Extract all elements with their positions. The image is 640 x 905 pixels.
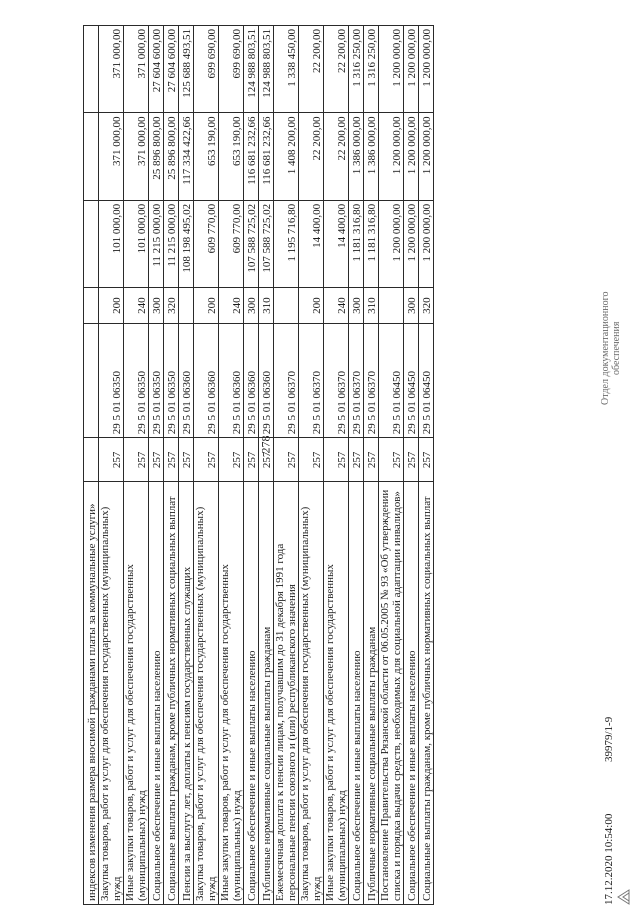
row-name-cell: Социальное обеспечение и иные выплаты населению: [149, 482, 164, 905]
row-target-article-cell: 29 5 01 06360: [244, 324, 259, 438]
row-amount-1-cell: [84, 200, 99, 287]
row-target-article-cell: 29 5 01 06350: [149, 324, 164, 438]
row-amount-2-cell: 1 200 000,00: [379, 113, 404, 200]
row-amount-3-cell: 27 604 600,00: [164, 26, 179, 113]
row-expense-type-cell: 200: [99, 288, 124, 324]
row-amount-2-cell: 116 681 232,66: [259, 113, 274, 200]
row-name-cell: Социальное обеспечение и иные выплаты населению: [349, 482, 364, 905]
table-row: [99, 26, 124, 905]
row-expense-type-cell: 320: [419, 288, 434, 324]
row-expense-type-cell: 310: [259, 288, 274, 324]
row-amount-3-cell: 22 200,00: [324, 26, 349, 113]
row-expense-type-cell: [274, 288, 299, 324]
row-code-cell: 257: [194, 438, 219, 482]
row-target-article-cell: 29 5 01 06350: [124, 324, 149, 438]
row-amount-3-cell: 1 200 000,00: [379, 26, 404, 113]
row-target-article-cell: 29 5 01 06450: [379, 324, 404, 438]
row-expense-type-cell: 320: [164, 288, 179, 324]
row-amount-3-cell: 1 200 000,00: [404, 26, 419, 113]
table-row: [404, 26, 419, 905]
row-amount-2-cell: [84, 113, 99, 200]
row-name-cell: Социальные выплаты гражданам, кроме публичных нормативных социальных выплат: [419, 482, 434, 905]
row-code-cell: 257: [179, 438, 194, 482]
row-expense-type-cell: 200: [194, 288, 219, 324]
row-name-cell: Иные закупки товаров, работ и услуг для обеспечения государственных (муниципальных) нужд: [219, 482, 244, 905]
row-target-article-cell: 29 5 01 06370: [349, 324, 364, 438]
row-expense-type-cell: 200: [299, 288, 324, 324]
row-amount-2-cell: 653 190,00: [219, 113, 244, 200]
row-amount-1-cell: 1 181 316,80: [364, 200, 379, 287]
row-code-cell: 257: [99, 438, 124, 482]
table-row: [244, 26, 259, 905]
row-name-cell: Иные закупки товаров, работ и услуг для обеспечения государственных (муниципальных) нужд: [324, 482, 349, 905]
table-row: [259, 26, 274, 905]
row-code-cell: 257: [364, 438, 379, 482]
row-amount-3-cell: 1 200 000,00: [419, 26, 434, 113]
row-target-article-cell: 29 5 01 06370: [299, 324, 324, 438]
row-name-cell: Закупка товаров, работ и услуг для обеспечения государственных (муниципальных) нужд: [299, 482, 324, 905]
row-amount-2-cell: 22 200,00: [299, 113, 324, 200]
row-amount-1-cell: 11 215 000,00: [149, 200, 164, 287]
row-target-article-cell: 29 5 01 06350: [99, 324, 124, 438]
row-amount-2-cell: 371 000,00: [124, 113, 149, 200]
row-target-article-cell: 29 5 01 06370: [364, 324, 379, 438]
row-code-cell: 257: [259, 438, 274, 482]
row-amount-2-cell: 22 200,00: [324, 113, 349, 200]
row-name-cell: индексов изменения размера вносимой гражданами платы за коммунальные услуги»: [84, 482, 99, 905]
table-row: [164, 26, 179, 905]
table-row: [124, 26, 149, 905]
row-amount-3-cell: 124 988 803,51: [244, 26, 259, 113]
row-code-cell: 257: [164, 438, 179, 482]
row-amount-3-cell: 1 316 250,00: [364, 26, 379, 113]
table-row: [219, 26, 244, 905]
row-code-cell: 257: [324, 438, 349, 482]
row-amount-2-cell: 1 386 000,00: [349, 113, 364, 200]
table-row: [324, 26, 349, 905]
row-expense-type-cell: 240: [219, 288, 244, 324]
row-expense-type-cell: 300: [244, 288, 259, 324]
row-amount-1-cell: 14 400,00: [299, 200, 324, 287]
row-code-cell: 257: [244, 438, 259, 482]
row-amount-1-cell: 11 215 000,00: [164, 200, 179, 287]
row-target-article-cell: [84, 324, 99, 438]
row-target-article-cell: 29 5 01 06360: [219, 324, 244, 438]
row-amount-3-cell: [84, 26, 99, 113]
row-amount-3-cell: 22 200,00: [299, 26, 324, 113]
row-amount-1-cell: 609 770,00: [194, 200, 219, 287]
row-amount-2-cell: 1 200 000,00: [404, 113, 419, 200]
office-stamp: [600, 292, 622, 405]
row-amount-3-cell: 27 604 600,00: [149, 26, 164, 113]
row-name-cell: Социальные выплаты гражданам, кроме публичных нормативных социальных выплат: [164, 482, 179, 905]
row-expense-type-cell: 300: [404, 288, 419, 324]
row-amount-2-cell: 116 681 232,66: [244, 113, 259, 200]
page-number: 278: [258, 435, 273, 454]
budget-table: [83, 25, 434, 905]
row-expense-type-cell: [84, 288, 99, 324]
row-amount-2-cell: 25 896 800,00: [149, 113, 164, 200]
row-expense-type-cell: [179, 288, 194, 324]
row-amount-1-cell: 1 181 316,80: [349, 200, 364, 287]
row-amount-1-cell: 609 770,00: [219, 200, 244, 287]
table-row: [149, 26, 164, 905]
row-target-article-cell: 29 5 01 06350: [164, 324, 179, 438]
table-row: [274, 26, 299, 905]
row-name-cell: Иные закупки товаров, работ и услуг для обеспечения государственных (муниципальных) нужд: [124, 482, 149, 905]
row-code-cell: 257: [379, 438, 404, 482]
row-amount-3-cell: 371 000,00: [99, 26, 124, 113]
row-code-cell: 257: [349, 438, 364, 482]
table-row: [419, 26, 434, 905]
table-row: [379, 26, 404, 905]
row-code-cell: 257: [274, 438, 299, 482]
table-row: [84, 26, 99, 905]
row-code-cell: 257: [219, 438, 244, 482]
row-amount-3-cell: 1 316 250,00: [349, 26, 364, 113]
row-target-article-cell: 29 5 01 06450: [404, 324, 419, 438]
row-target-article-cell: 29 5 01 06360: [194, 324, 219, 438]
row-amount-1-cell: 1 200 000,00: [419, 200, 434, 287]
row-name-cell: Публичные нормативные социальные выплаты гражданам: [259, 482, 274, 905]
row-amount-3-cell: 699 690,00: [194, 26, 219, 113]
row-amount-1-cell: 107 588 725,02: [244, 200, 259, 287]
row-name-cell: Публичные нормативные социальные выплаты гражданам: [364, 482, 379, 905]
row-target-article-cell: 29 5 01 06360: [259, 324, 274, 438]
row-amount-2-cell: 653 190,00: [194, 113, 219, 200]
row-amount-1-cell: 14 400,00: [324, 200, 349, 287]
row-amount-3-cell: 124 988 803,51: [259, 26, 274, 113]
row-name-cell: Закупка товаров, работ и услуг для обеспечения государственных (муниципальных) нужд: [99, 482, 124, 905]
table-row: [364, 26, 379, 905]
footer-document-id: 39979/1-9: [603, 716, 615, 762]
row-amount-2-cell: 1 386 000,00: [364, 113, 379, 200]
registry-logo-icon: [616, 889, 630, 905]
row-name-cell: Социальное обеспечение и иные выплаты населению: [404, 482, 419, 905]
row-amount-1-cell: 1 200 000,00: [404, 200, 419, 287]
row-amount-2-cell: 1 200 000,00: [419, 113, 434, 200]
row-amount-2-cell: 371 000,00: [99, 113, 124, 200]
row-amount-3-cell: 371 000,00: [124, 26, 149, 113]
row-amount-1-cell: 101 000,00: [99, 200, 124, 287]
row-name-cell: Закупка товаров, работ и услуг для обеспечения государственных (муниципальных) нужд: [194, 482, 219, 905]
row-expense-type-cell: 310: [364, 288, 379, 324]
row-expense-type-cell: 240: [124, 288, 149, 324]
row-expense-type-cell: [379, 288, 404, 324]
row-amount-3-cell: 1 338 450,00: [274, 26, 299, 113]
row-target-article-cell: 29 5 01 06370: [324, 324, 349, 438]
row-expense-type-cell: 300: [349, 288, 364, 324]
row-code-cell: 257: [124, 438, 149, 482]
stamp-line-2: обеспечения: [611, 321, 622, 375]
row-target-article-cell: 29 5 01 06450: [419, 324, 434, 438]
table-row: [179, 26, 194, 905]
row-expense-type-cell: 240: [324, 288, 349, 324]
row-amount-1-cell: 108 198 495,02: [179, 200, 194, 287]
row-target-article-cell: 29 5 01 06370: [274, 324, 299, 438]
row-name-cell: Социальное обеспечение и иные выплаты населению: [244, 482, 259, 905]
row-amount-1-cell: 107 588 725,02: [259, 200, 274, 287]
row-amount-2-cell: 1 408 200,00: [274, 113, 299, 200]
row-code-cell: 257: [299, 438, 324, 482]
table-row: [194, 26, 219, 905]
row-code-cell: 257: [149, 438, 164, 482]
row-amount-1-cell: 101 000,00: [124, 200, 149, 287]
row-amount-1-cell: 1 200 000,00: [379, 200, 404, 287]
stamp-line-1: Отдел документационного: [600, 291, 611, 405]
row-amount-3-cell: 125 688 493,51: [179, 26, 194, 113]
table-row: [349, 26, 364, 905]
row-code-cell: 257: [419, 438, 434, 482]
row-expense-type-cell: 300: [149, 288, 164, 324]
row-target-article-cell: 29 5 01 06360: [179, 324, 194, 438]
row-code-cell: 257: [404, 438, 419, 482]
row-amount-2-cell: 25 896 800,00: [164, 113, 179, 200]
row-name-cell: Постановление Правительства Рязанской области от 06.05.2005 № 93 «Об утверждении списка и порядка выдачи средств, необходимых для социальной адаптации инвалидов»: [379, 482, 404, 905]
footer-timestamp: 17.12.2020 10:54:00: [603, 813, 615, 905]
row-amount-1-cell: 1 195 716,80: [274, 200, 299, 287]
row-amount-3-cell: 699 690,00: [219, 26, 244, 113]
row-name-cell: Ежемесячная доплата к пенсии лицам, получавшим до 31 декабря 1991 года персональные пенсии союзного и (или) республиканского значения: [274, 482, 299, 905]
row-code-cell: [84, 438, 99, 482]
row-amount-2-cell: 117 334 422,66: [179, 113, 194, 200]
row-name-cell: Пенсии за выслугу лет, доплаты к пенсиям государственных служащих: [179, 482, 194, 905]
table-row: [299, 26, 324, 905]
